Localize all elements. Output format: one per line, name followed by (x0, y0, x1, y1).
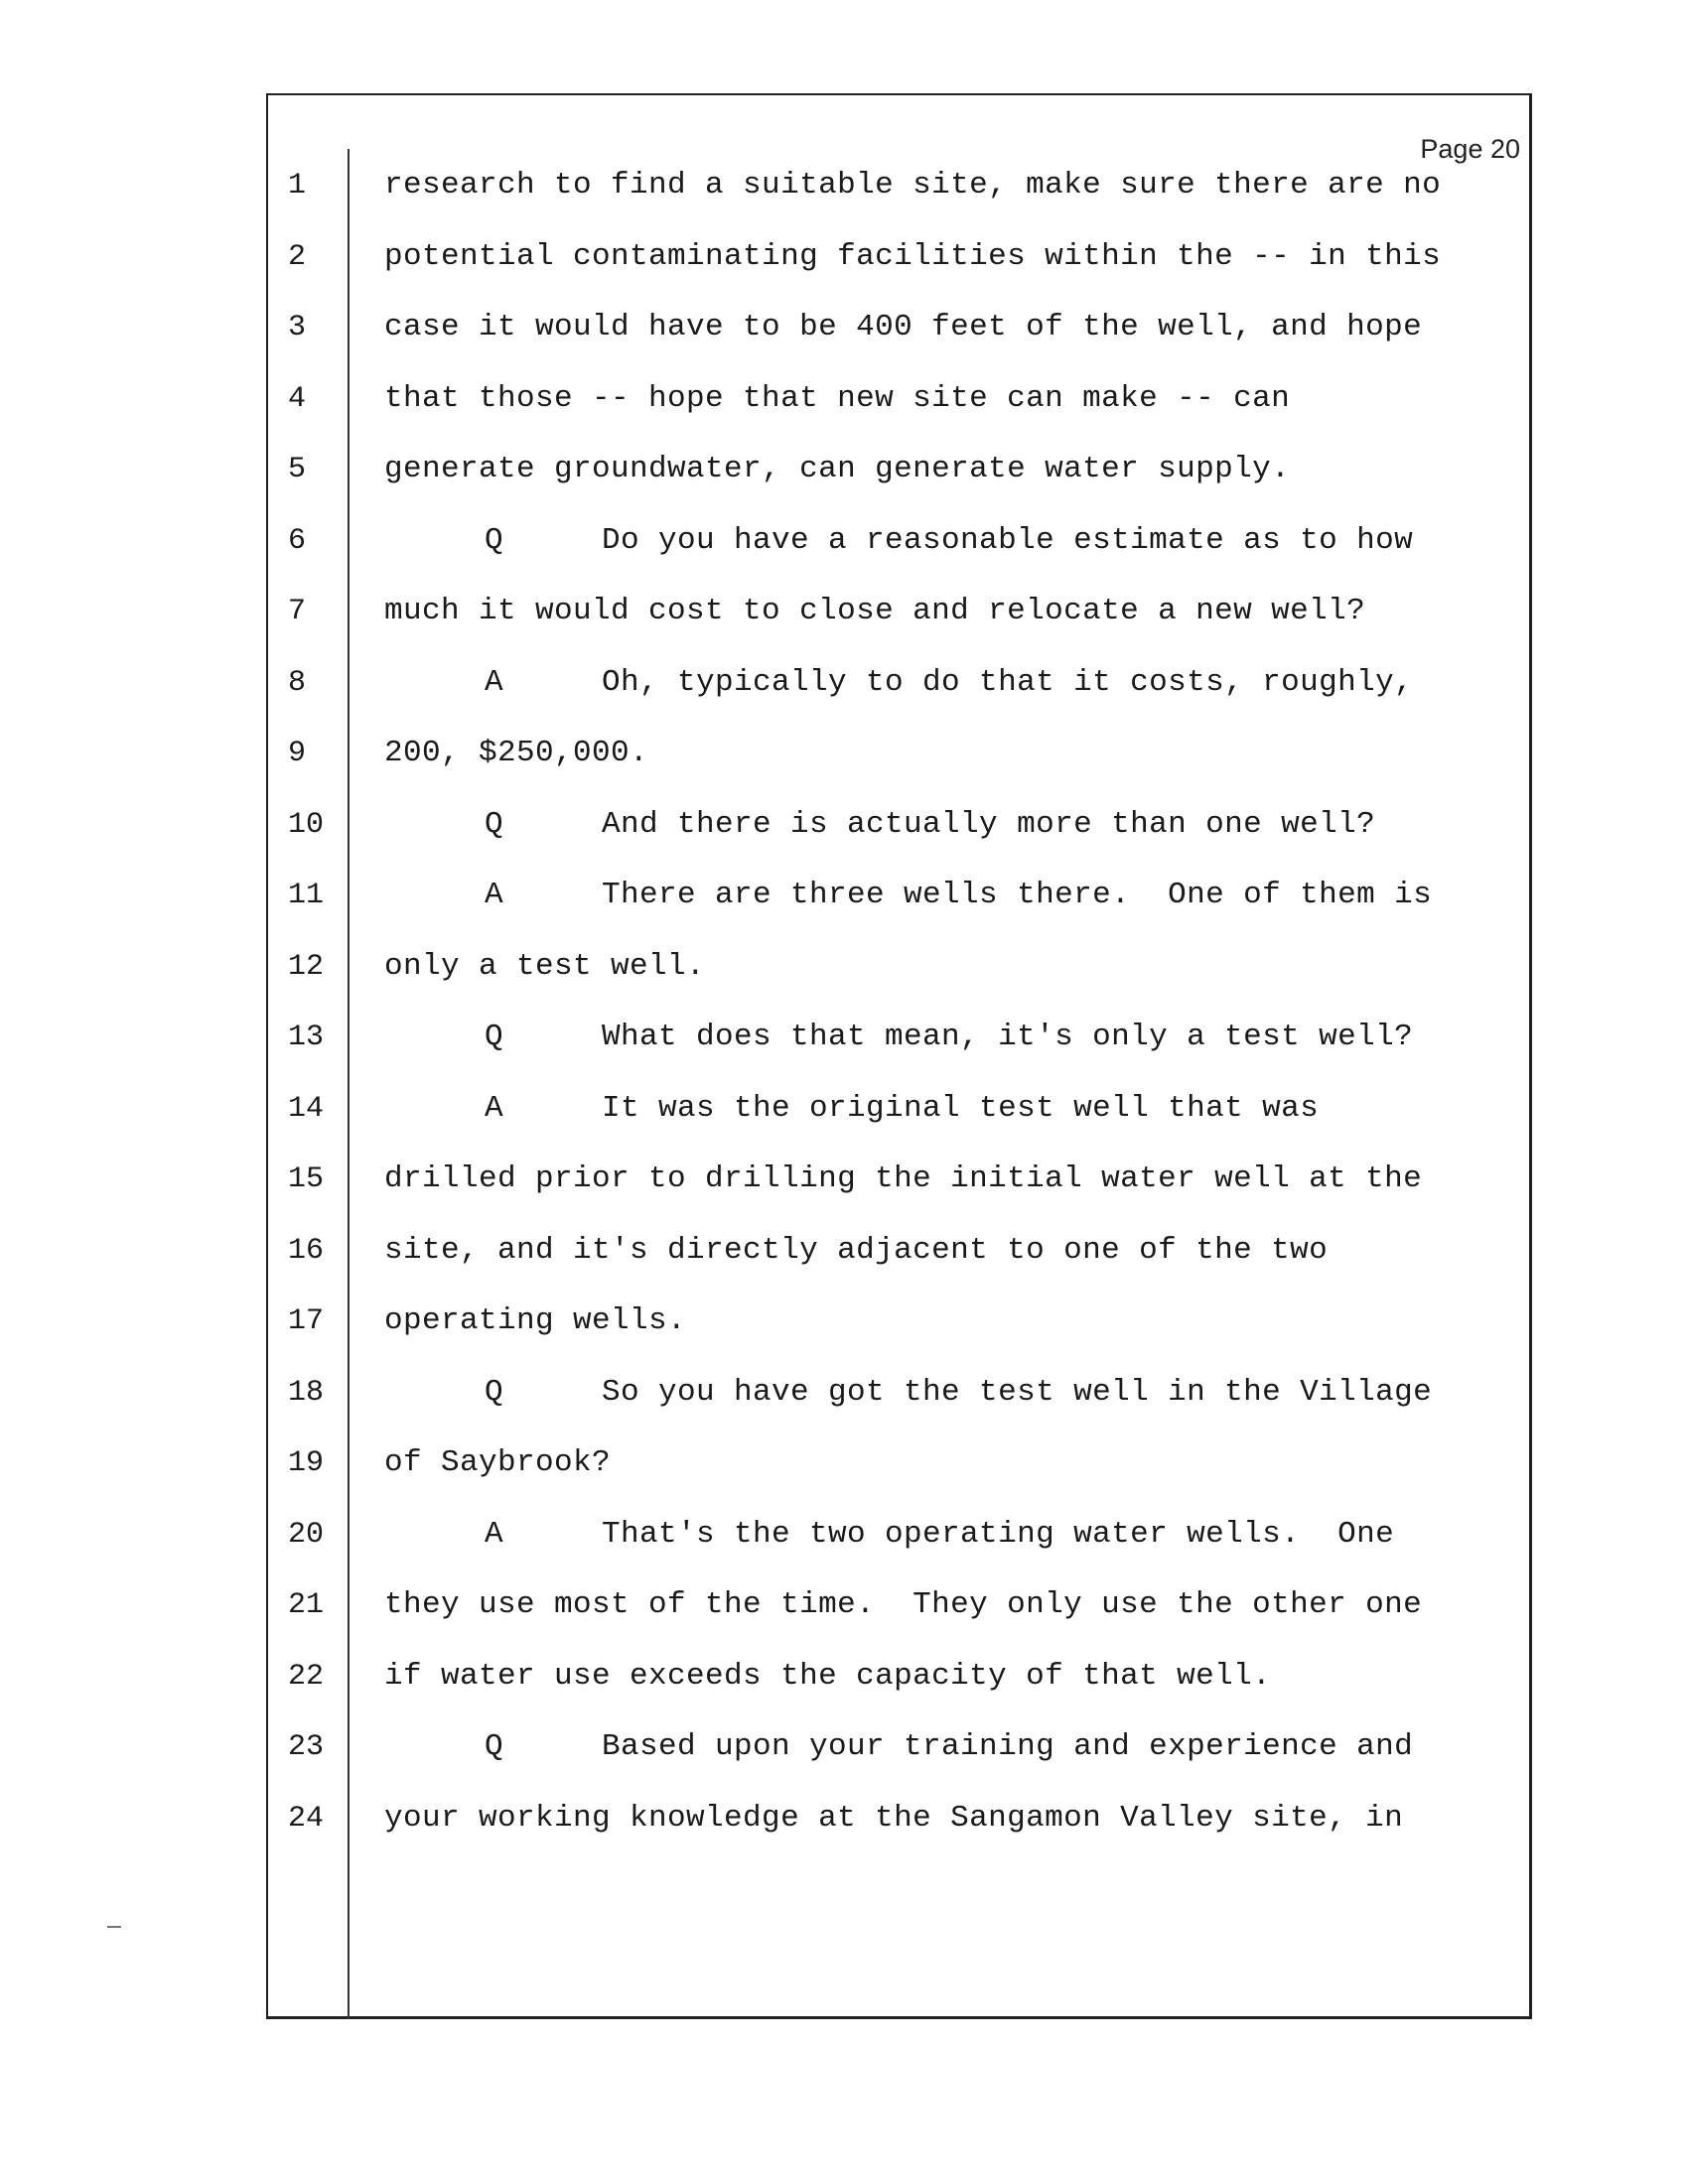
line-number: 11 (288, 879, 325, 912)
line-text: operating wells. (384, 1303, 687, 1338)
line-text: if water use exceeds the capacity of that well. (384, 1658, 1272, 1694)
line-number: 23 (288, 1730, 325, 1764)
line-text: That's the two operating water wells. One (602, 1516, 1395, 1552)
line-number: 15 (288, 1162, 325, 1196)
transcript-line (0, 1433, 1684, 1493)
line-number: 17 (288, 1304, 325, 1338)
line-text: your working knowledge at the Sangamon Valley site, in (384, 1800, 1404, 1836)
transcript-line (0, 1575, 1684, 1635)
line-number: 24 (288, 1801, 325, 1836)
speaker-label: Q (485, 1729, 503, 1764)
transcript-line (0, 1717, 1684, 1777)
line-number: 7 (288, 595, 307, 628)
line-text: Based upon your training and experience and (602, 1729, 1414, 1764)
transcript-line (0, 1221, 1684, 1281)
line-number: 9 (288, 737, 307, 770)
line-number: 16 (288, 1233, 325, 1268)
transcript-line (0, 1079, 1684, 1139)
transcript-line (0, 369, 1684, 429)
line-text: Do you have a reasonable estimate as to how (602, 522, 1414, 558)
transcript-line (0, 440, 1684, 499)
transcript-line (0, 298, 1684, 357)
speaker-label: Q (485, 522, 503, 558)
line-text: Oh, typically to do that it costs, roughly, (602, 664, 1414, 700)
line-number: 12 (288, 949, 325, 984)
line-number: 10 (288, 807, 325, 842)
transcript-line (0, 795, 1684, 855)
line-text: of Saybrook? (384, 1445, 612, 1480)
line-number: 13 (288, 1021, 325, 1054)
line-number: 1 (288, 169, 307, 203)
line-text: So you have got the test well in the Village (602, 1374, 1433, 1410)
page-number: Page 20 (1420, 134, 1520, 164)
transcript-line (0, 1292, 1684, 1351)
line-text: research to find a suitable site, make sure there are no (384, 168, 1442, 203)
line-text: case it would have to be 400 feet of the well, and hope (384, 310, 1423, 344)
line-number: 3 (288, 311, 307, 344)
line-text: only a test well. (384, 948, 706, 984)
transcript-line (0, 582, 1684, 641)
line-text: generate groundwater, can generate water supply. (384, 452, 1291, 486)
line-text: site, and it's directly adjacent to one of the two (384, 1232, 1329, 1268)
transcript-line (0, 653, 1684, 713)
line-text: It was the original test well that was (602, 1090, 1320, 1126)
line-text: And there is actually more than one well? (602, 806, 1376, 842)
line-number: 2 (288, 239, 307, 274)
line-text: There are three wells there. One of them is (602, 878, 1433, 912)
transcript-line (0, 866, 1684, 925)
line-text: they use most of the time. They only use the other one (384, 1587, 1423, 1622)
line-number: 21 (288, 1588, 325, 1622)
scan-edge-mark (107, 1926, 121, 1928)
speaker-label: A (485, 1516, 503, 1552)
transcript-line (0, 1647, 1684, 1706)
transcript-line (0, 227, 1684, 287)
line-text: drilled prior to drilling the initial water well at the (384, 1161, 1423, 1196)
speaker-label: Q (485, 806, 503, 842)
speaker-label: Q (485, 1374, 503, 1410)
line-number: 4 (288, 381, 307, 416)
transcript-line (0, 1505, 1684, 1565)
line-number: 6 (288, 523, 307, 558)
line-text: that those -- hope that new site can make -- can (384, 380, 1291, 416)
line-text: What does that mean, it's only a test well? (602, 1020, 1414, 1054)
speaker-label: A (485, 664, 503, 700)
line-number: 18 (288, 1375, 325, 1410)
speaker-label: A (485, 1090, 503, 1126)
line-text: potential contaminating facilities within the -- in this (384, 238, 1442, 274)
line-number: 8 (288, 665, 307, 700)
line-number: 22 (288, 1659, 325, 1694)
transcript-line (0, 1150, 1684, 1209)
line-number: 14 (288, 1091, 325, 1126)
line-number: 20 (288, 1517, 325, 1552)
transcript-line (0, 724, 1684, 783)
line-number: 19 (288, 1446, 325, 1480)
transcript-line (0, 1008, 1684, 1067)
line-number: 5 (288, 453, 307, 486)
speaker-label: Q (485, 1020, 503, 1054)
line-text: 200, $250,000. (384, 736, 649, 770)
transcript-line (0, 1789, 1684, 1848)
line-text: much it would cost to close and relocate a new well? (384, 594, 1366, 628)
transcript-line (0, 156, 1684, 215)
transcript-line (0, 937, 1684, 997)
speaker-label: A (485, 878, 503, 912)
transcript-line (0, 1363, 1684, 1423)
transcript-line (0, 511, 1684, 571)
